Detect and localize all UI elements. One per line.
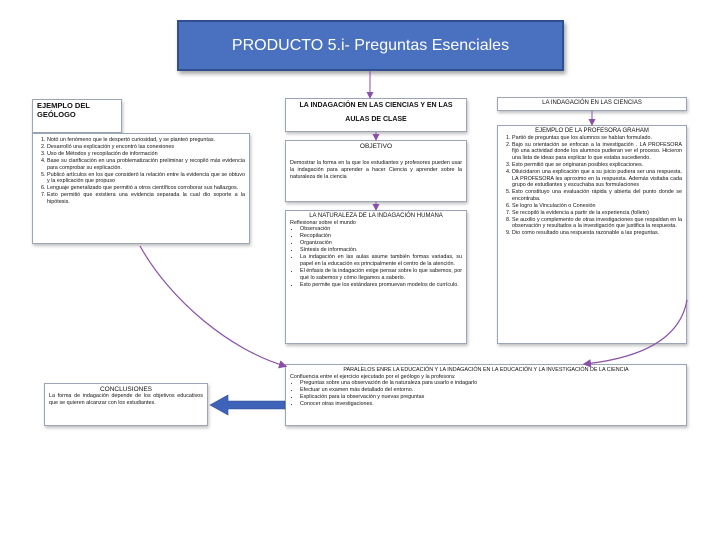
graham-item: 8. Se auxilio y complemento de otras investigaciones que respaldan en la observación y resultados a la investigación que justifica la respuesta. bbox=[512, 217, 682, 230]
naturaleza-list bbox=[290, 226, 462, 288]
naturaleza-item: • Esto permite que los estándares promuevan modelos de currículo. bbox=[300, 282, 462, 289]
geologo-item: 5. Publicó artículos en los que consideró la relación entre la evidencia que se obtuvo y la explicación que propuso bbox=[47, 172, 245, 185]
naturaleza-box bbox=[285, 210, 467, 344]
naturaleza-item: • La indagación en las aulas asume también formas variadas, su papel en la educación es principalmente el centro de la atención. bbox=[300, 254, 462, 267]
paralelos-conclusiones-arrow bbox=[210, 395, 285, 415]
graham-item: 5. Esto constituyo una evaluación rápida y abierta del punto donde se encontraba. bbox=[512, 189, 682, 202]
conclusiones-text: La forma de indagación depende de los objetivos educativos que se quieren alcanzar con los estudiantes. bbox=[49, 393, 203, 407]
graham-box bbox=[497, 125, 687, 344]
geologo-item: 3. Uso de Métodos y recopilación de información bbox=[47, 151, 245, 158]
paralelos-item: • Preguntas sobre una observación de la naturaleza para usarlo e indagarlo bbox=[300, 380, 682, 387]
geologo-list bbox=[37, 137, 245, 205]
geologo-header-box bbox=[32, 99, 122, 133]
graham-item: 1. Partió de preguntas que los alumnos se habían formulado. bbox=[512, 135, 682, 142]
conclusiones-box bbox=[44, 383, 208, 426]
indagacion-header-box bbox=[285, 98, 467, 132]
paralelos-list bbox=[290, 380, 682, 408]
naturaleza-item: • El énfasis de la indagación exige pensar sobre lo que sabemos, por qué lo sabemos y cómo llegamos a saberlo. bbox=[300, 268, 462, 281]
paralelos-item: • Explicación para la observación y nuevas preguntas bbox=[300, 394, 682, 401]
geologo-item: 1. Notó un fenómeno que le despertó curiosidad, y se planteó preguntas. bbox=[47, 137, 245, 144]
paralelos-item: • Conocer otras investigaciones. bbox=[300, 401, 682, 408]
conclusiones-header: CONCLUSIONES bbox=[99, 386, 152, 393]
objetivo-text: Demostrar la forma en la que los estudiantes y profesores pueden usar la indagación para aprender a hacer Ciencia y aprender sobre la naturaleza de la ciencia bbox=[290, 160, 462, 180]
graham-item: 2. Bajo su orientación se enfocan a la investigación . LA PROFESORA fijó una actividad donde los alumnos pudieran ver el proceso. Hicieron una lista de ideas para explicar lo que estaba sucediendo. bbox=[512, 142, 682, 162]
naturaleza-item: • Recopilación bbox=[300, 233, 462, 240]
ciencias-label-box bbox=[497, 97, 687, 111]
geologo-item: 4. Base su clarificación en una problematización preliminar y recopiló más evidencia para comprobar su explicación. bbox=[47, 158, 245, 171]
paralelos-item: • Efectuar un examen más detallado del entorno. bbox=[300, 387, 682, 394]
graham-item: 7. Se recopiló la evidencia a partir de la experiencia (folleto) bbox=[512, 210, 682, 217]
naturaleza-item: • Síntesis de información. bbox=[300, 247, 462, 254]
indagacion-header-line2: AULAS DE CLASE bbox=[345, 116, 407, 124]
geologo-item: 2. Desarrolló una explicación y encontró las conexiones bbox=[47, 144, 245, 151]
geologo-paralelos-arrow bbox=[140, 246, 285, 366]
graham-list bbox=[502, 135, 682, 237]
paralelos-box bbox=[285, 364, 687, 426]
paralelos-header: PARALELOS ENRE LA EDUCACIÓN Y LA INDAGACIÓN EN LA EDUCACIÓN Y LA INVESTIGACIÓN DE LA CIENCIA bbox=[343, 367, 629, 373]
graham-item: 6. Se logro la Vinculación o Conexión bbox=[512, 203, 682, 210]
geologo-item: 6. Lenguaje generalizado que permitió a otros científicos corroborar sus hallazgos. bbox=[47, 185, 245, 192]
graham-item: 9. Dio como resultado una respuesta razonable a las preguntas. bbox=[512, 230, 682, 237]
geologo-item: 7. Esto permitió que existiera una evidencia separada la cual dio soporte a la hipótesis. bbox=[47, 192, 245, 205]
naturaleza-header: LA NATURALEZA DE LA INDAGACIÓN HUMANA bbox=[309, 213, 443, 219]
graham-header: EJEMPLO DE LA PROFESORA GRAHAM bbox=[535, 128, 649, 134]
geologo-header: EJEMPLO DEL GEÓLOGO bbox=[37, 101, 90, 119]
graham-item: 4. Diluicidaron una explicación que a su juicio pudiera ser una respuesta. LA PROFESORA les aproximo en la respuesta. Además visitaba cada grupo de estudiantes y escuchaba sus formulaciones bbox=[512, 169, 682, 189]
objetivo-box bbox=[285, 140, 467, 202]
geologo-list-box bbox=[32, 133, 250, 244]
naturaleza-item: • Organización bbox=[300, 240, 462, 247]
paralelos-subheader: Confluencia entre el ejercicio ejecutado por el geólogo y la profesora: bbox=[290, 373, 456, 380]
naturaleza-subheader: Reflexionar sobre el mundo bbox=[290, 219, 356, 226]
naturaleza-item: • Observación bbox=[300, 226, 462, 233]
graham-item: 3. Esto permitió que se originaran posibles explicaciones. bbox=[512, 162, 682, 169]
indagacion-header-line1: LA INDAGACIÓN EN LAS CIENCIAS Y EN LAS bbox=[299, 102, 453, 109]
slide-title: PRODUCTO 5.i- Preguntas Esenciales bbox=[177, 20, 564, 71]
objetivo-header: OBJETIVO bbox=[359, 143, 393, 150]
ciencias-label: LA INDAGACIÓN EN LAS CIENCIAS bbox=[542, 100, 642, 106]
